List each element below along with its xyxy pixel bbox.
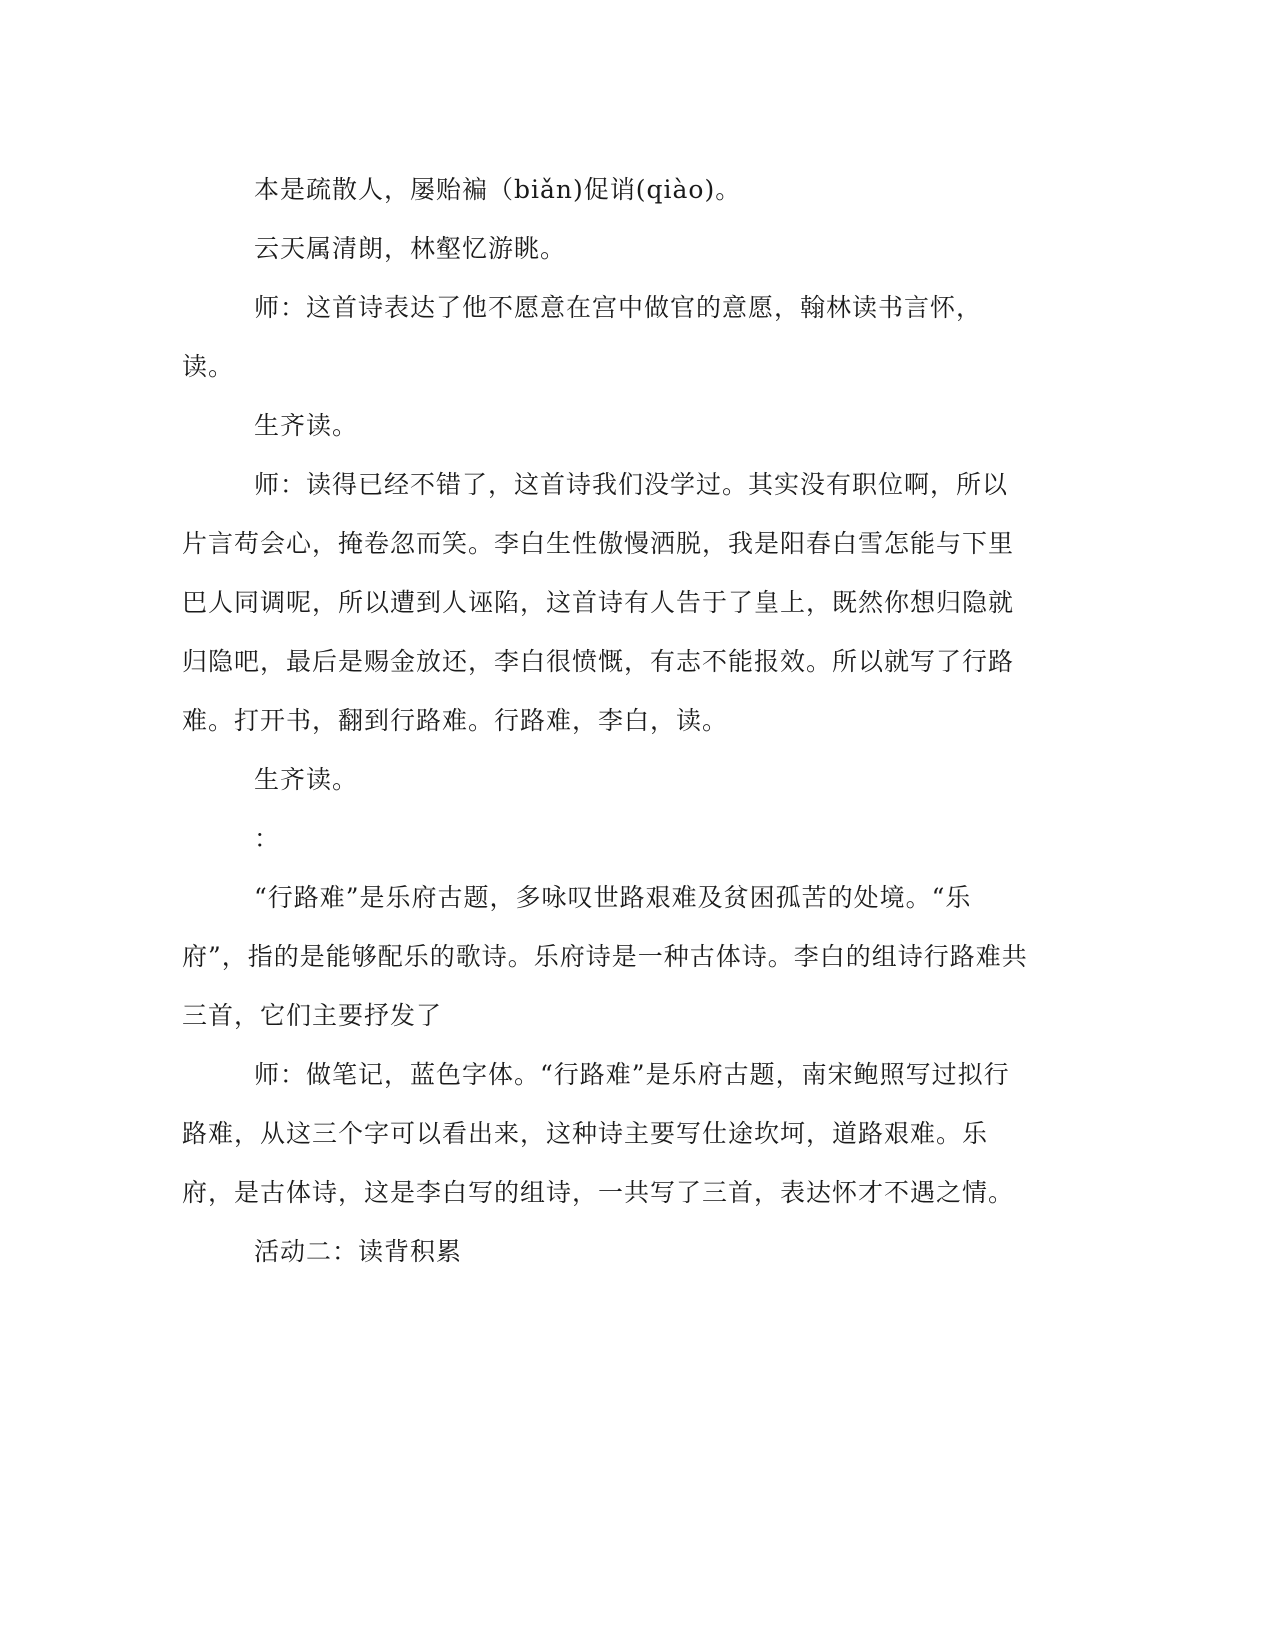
- teacher-notes: 师：做笔记，蓝色字体。“行路难”是乐府古题，南宋鲍照写过拟行路难，从这三个字可以看出来，这种诗主要写仕途坎坷，道路艰难。乐府，是古体诗，这是李白写的组诗，一共写了三首，表达怀才不遇之情。: [182, 1060, 1015, 1207]
- teacher-remark-1: 师：这首诗表达了他不愿意在宫中做官的意愿，翰林读书言怀，读。: [182, 293, 983, 381]
- students-read-1: 生齐读。: [254, 411, 359, 440]
- document-body: [182, 160, 1032, 1281]
- activity-two-heading: 活动二：读背积累: [254, 1237, 463, 1266]
- teacher-remark-2: 师：读得已经不错了，这首诗我们没学过。其实没有职位啊，所以片言苟会心，掩卷忽而笑。李白生性傲慢洒脱，我是阳春白雪怎能与下里巴人同调呢，所以遭到人诬陷，这首诗有人告于了皇上，既然你想归隐就归隐吧，最后是赐金放还，李白很愤慨，有志不能报效。所以就写了行路难。打开书，翻到行路难。行路难，李白，读。: [182, 470, 1015, 735]
- students-read-2: 生齐读。: [254, 765, 359, 794]
- poem-line-1: 本是疏散人，屡贻褊（biǎn)促诮(qiào)。: [254, 175, 742, 204]
- poem-line-2: 云天属清朗，林壑忆游眺。: [254, 234, 567, 263]
- yuefu-explanation: “行路难”是乐府古题，多咏叹世路艰难及贫困孤苦的处境。“乐府”，指的是能够配乐的歌诗。乐府诗是一种古体诗。李白的组诗行路难共三首，它们主要抒发了: [182, 883, 1028, 1030]
- colon-line: ：: [254, 824, 281, 853]
